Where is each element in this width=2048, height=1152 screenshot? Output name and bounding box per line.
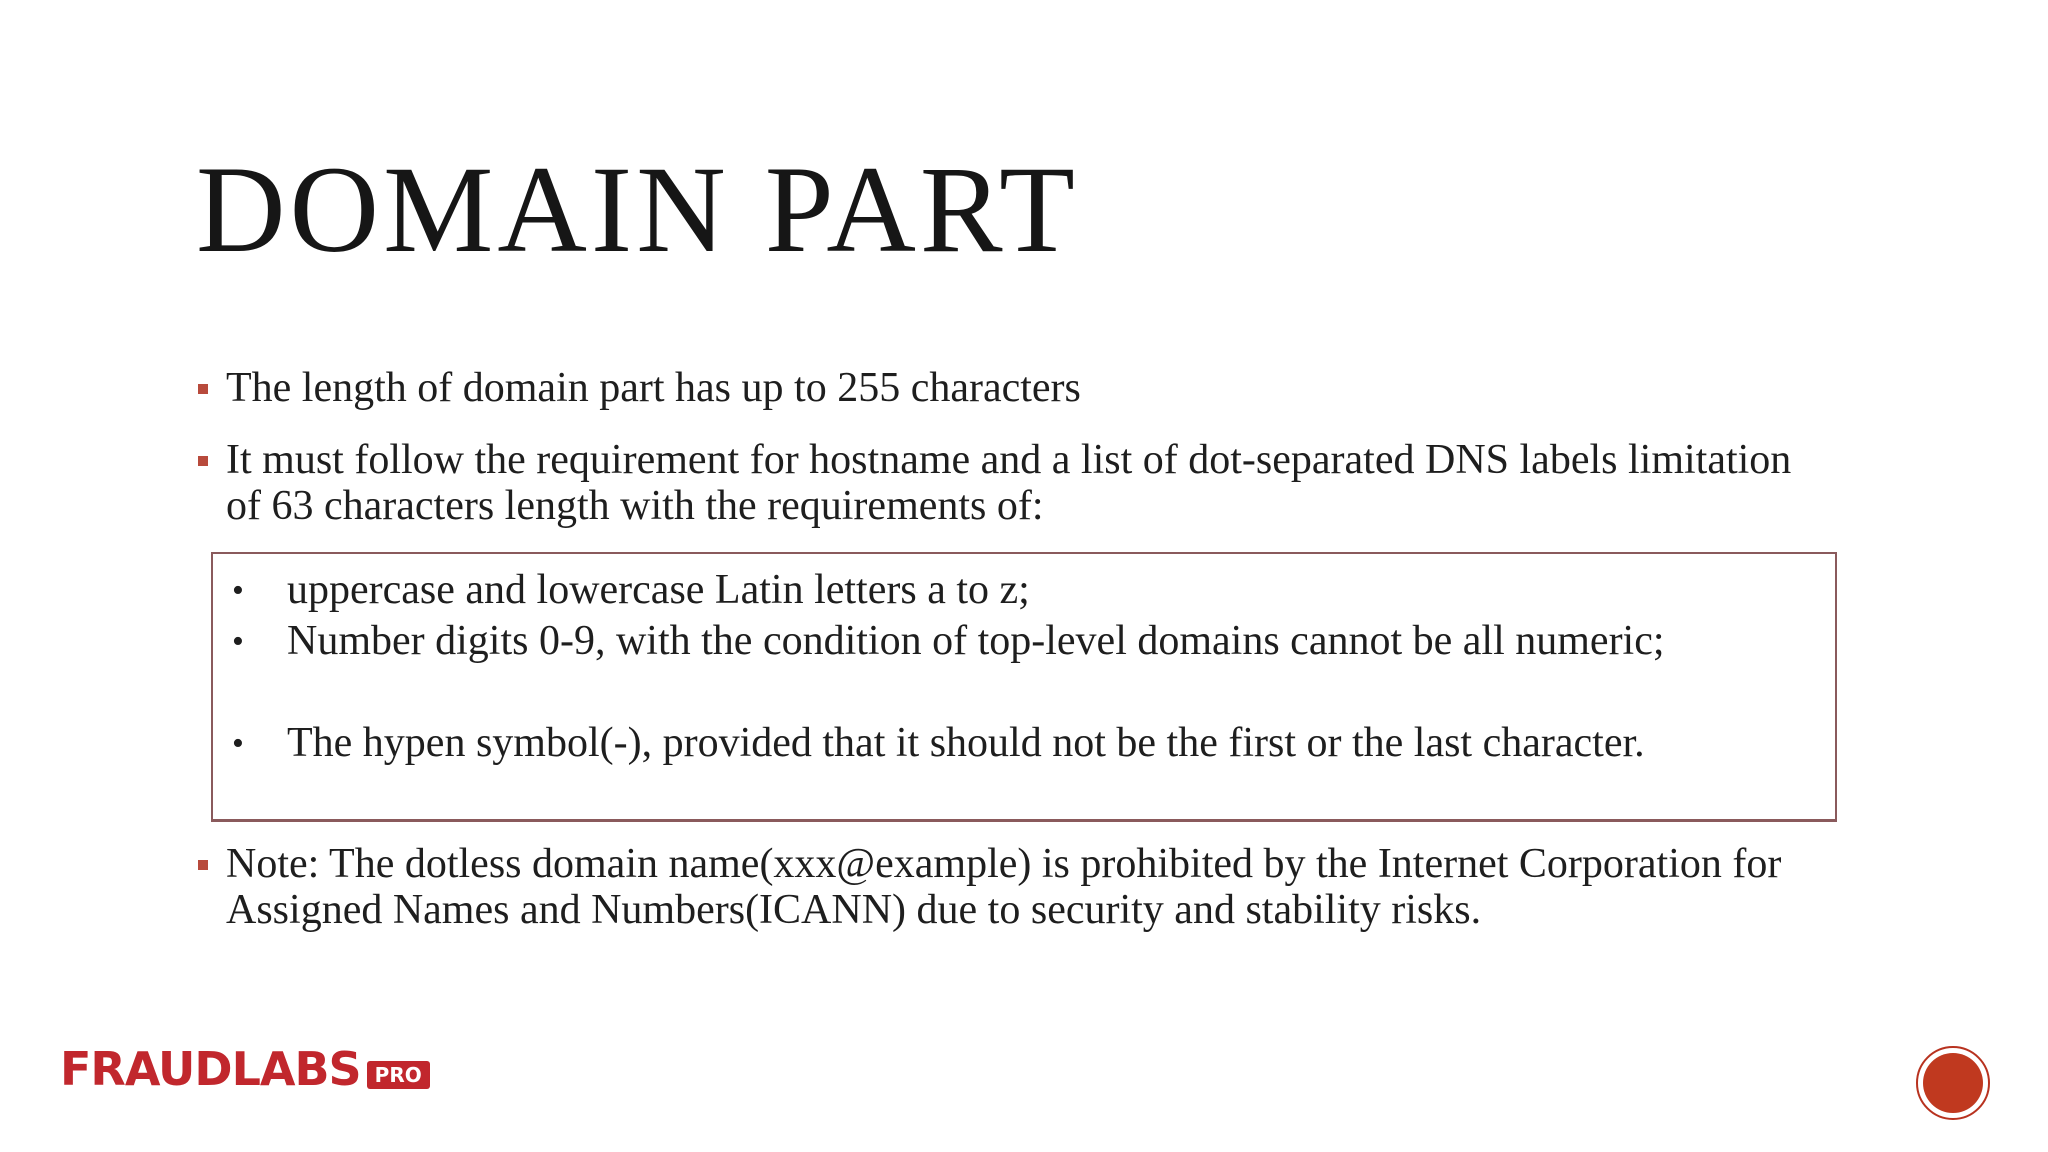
logo-badge: PRO (367, 1061, 430, 1089)
sub-item-text: uppercase and lowercase Latin letters a to z; (287, 567, 1030, 613)
bullet-item (226, 437, 1806, 529)
bullet-item (226, 365, 1806, 411)
square-bullet-icon (198, 456, 208, 466)
square-bullet-icon (198, 860, 208, 870)
logo-text: FRAUDLABS (60, 1042, 361, 1096)
dot-bullet-icon: • (232, 725, 244, 762)
fraudlabs-logo (60, 1044, 430, 1094)
sub-item-text: Number digits 0-9, with the condition of top-level domains cannot be all numeric; (287, 618, 1665, 664)
sub-item-text: The hypen symbol(-), provided that it should not be the first or the last character. (287, 720, 1645, 766)
slide-title: DOMAIN PART (196, 141, 1079, 278)
sub-list-item (232, 616, 1787, 667)
square-bullet-icon (198, 384, 208, 394)
requirements-box (211, 552, 1837, 822)
dot-bullet-icon: • (232, 623, 244, 660)
circle-button-fill (1923, 1053, 1983, 1113)
circle-button-icon[interactable] (1916, 1046, 1990, 1120)
sub-list-item (232, 565, 1787, 616)
bullet-text: Note: The dotless domain name(xxx@example) is prohibited by the Internet Corporation for Assigned Names and Numbers(ICANN) due to security and stability risks. (226, 841, 1782, 933)
bullet-text: The length of domain part has up to 255 characters (226, 365, 1081, 411)
bullet-text: It must follow the requirement for hostname and a list of dot-separated DNS labels limitation of 63 characters length with the requirements of: (226, 437, 1792, 529)
dot-bullet-icon: • (232, 572, 244, 609)
sub-list-item (232, 718, 1787, 769)
bullet-item (226, 841, 1806, 933)
